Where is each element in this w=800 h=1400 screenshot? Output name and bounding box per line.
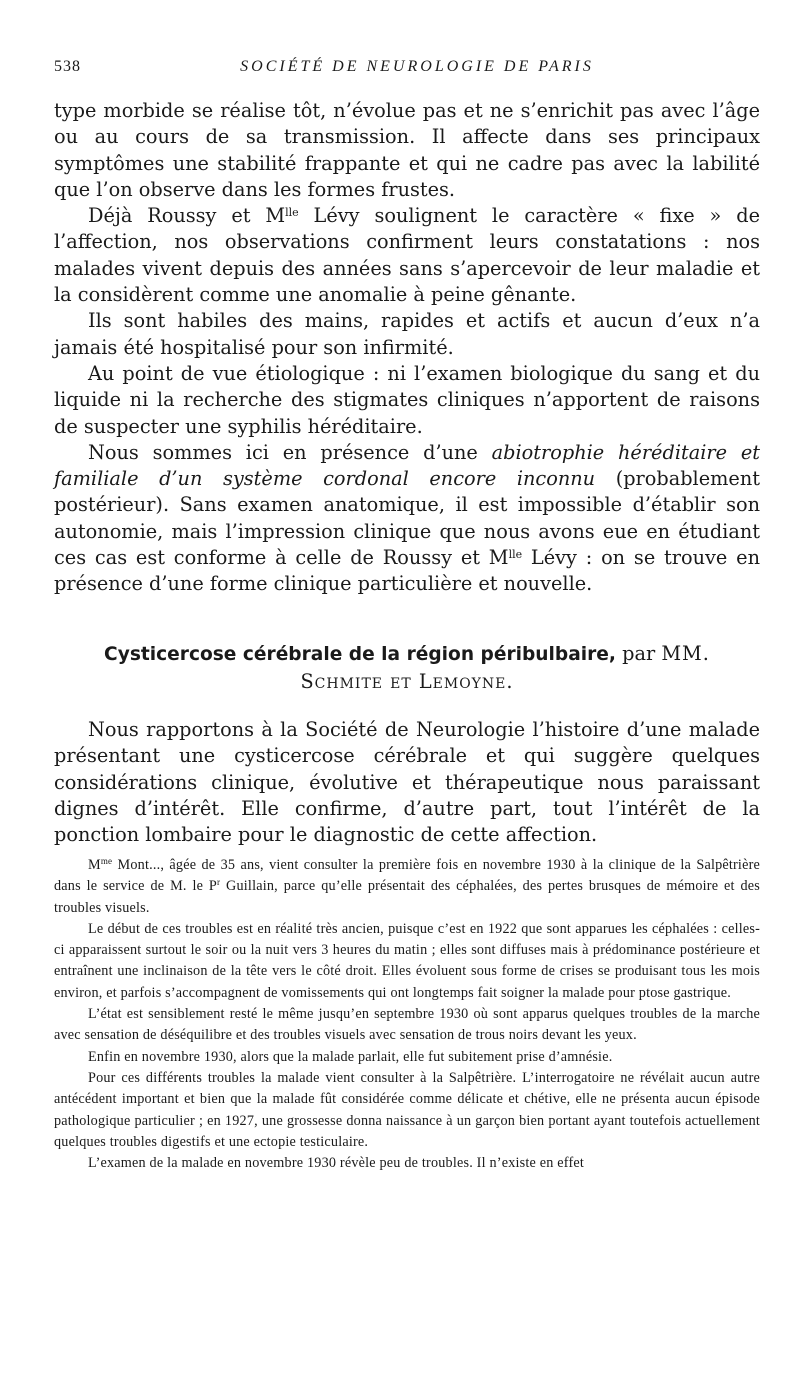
p5-post: Lévy : on se trouve en présence d’une forme clinique particulière et nouvelle. [54, 546, 760, 596]
section-authors: MM. Schmite et Lemoyne. [300, 642, 710, 693]
case1-sup: me [100, 856, 113, 866]
section-by: par [615, 642, 662, 665]
p5-emphasis: abiotrophie héréditaire et familiale d’un système cordonal encore inconnu [54, 440, 760, 491]
case-paragraph-6: L’examen de la malade en novembre 1930 révèle peu de troubles. Il n’existe en effet [88, 1155, 585, 1172]
running-header [54, 58, 760, 82]
p5-sup: lle [508, 548, 523, 562]
case1-mid: Mont..., âgée de 35 ans, vient consulter la première fois en novembre 1930 à la clinique de la Salpêtrière dans le service de M. le P [54, 857, 760, 895]
paragraph-5 [54, 440, 760, 598]
p2-pre: Déjà Roussy et M [88, 204, 286, 228]
p5-pre: Nous sommes ici en présence d’une [88, 440, 492, 464]
section-intro: Nous rapportons à la Société de Neurologie l’histoire d’une malade présentant une cysticercose cérébrale et qui suggère quelques considérations clinique, évolutive et thérapeutique nous paraissant dignes d’intérêt. Elle confirme, d’autre part, tout l’intérêt de la ponction lombaire pour le diagnostic de cette affection. [54, 718, 760, 847]
running-title: SOCIÉTÉ DE NEUROLOGIE DE PARIS [240, 58, 594, 75]
case1-sup2: r [217, 877, 221, 888]
case-report [54, 855, 760, 1174]
case-paragraph-3: L’état est sensiblement resté le même jusqu’en septembre 1930 où sont apparus quelques troubles de la marche avec sensation de déséquilibre et des troubles visuels avec sensation de trous noirs devant les yeux. [54, 1006, 760, 1044]
case1-post: Guillain, parce qu’elle présentait des céphalées, des pertes brusques de mémoire et des troubles visuels. [54, 878, 760, 916]
paragraph-3: Ils sont habiles des mains, rapides et actifs et aucun d’eux n’a jamais été hospitalisé pour son infirmité. [54, 309, 760, 359]
paragraph-2 [54, 203, 760, 308]
section-heading [54, 640, 760, 695]
p2-sup: lle [285, 206, 299, 220]
page-number: 538 [54, 58, 81, 75]
paragraph-4: Au point de vue étiologique : ni l’examen biologique du sang et du liquide ni la recherche des stigmates cliniques n’apportent de raisons de suspecter une syphilis héréditaire. [54, 361, 760, 438]
main-text [54, 98, 760, 598]
p5-mid: (probablement postérieur). Sans examen anatomique, il est impossible d’établir son autonomie, mais l’impression clinique que nous avons eue en étudiant ces cas est conforme à celle de Roussy et M [54, 467, 760, 570]
case-paragraph-4: Enfin en novembre 1930, alors que la malade parlait, elle fut subitement prise d’amnésie. [88, 1048, 613, 1065]
paragraph-1: type morbide se réalise tôt, n’évolue pas et ne s’enrichit pas avec l’âge ou au cours de sa transmission. Il affecte dans ses principaux symptômes une stabilité frappante et qui ne cadre pas avec la labilité que l’on observe dans les formes frustes. [54, 99, 760, 201]
section-title: Cysticercose cérébrale de la région péribulbaire, [104, 644, 616, 665]
case-paragraph-5: Pour ces différents troubles la malade vient consulter à la Salpêtrière. L’interrogatoire ne révélait aucun autre antécédent important et bien que la malade fût considérée comme délicate et chétive, elle ne présenta aucun épisode pathologique particulier ; en 1927, une grossesse donna naissance à un garçon bien portant ayant toutefois actuellement quelques troubles digestifs et une ectopie testiculaire. [54, 1069, 760, 1150]
p2-post: Lévy soulignent le caractère « fixe » de l’affection, nos observations confirment leurs constatations : nos malades vivent depuis des années sans s’apercevoir de leur maladie et la considèrent comme une anomalie à peine gênante. [54, 204, 760, 307]
case-paragraph-1 [54, 855, 760, 919]
article-section [54, 640, 760, 848]
case-paragraph-2: Le début de ces troubles est en réalité très ancien, puisque c’est en 1922 que sont apparues les céphalées : celles-ci apparaissent surtout le soir ou la nuit vers 3 heures du matin ; elles sont diffuses mais à prédominance postérieure et entraînent une inclinaison de la tête vers le côté droit. Elles évoluent sous forme de crises se produisant tous les mois environ, et parfois s’accompagnent de vomissements qui ont longtemps fait soigner la malade pour ptose gastrique. [54, 920, 760, 1001]
case1-pre: M [88, 857, 101, 873]
